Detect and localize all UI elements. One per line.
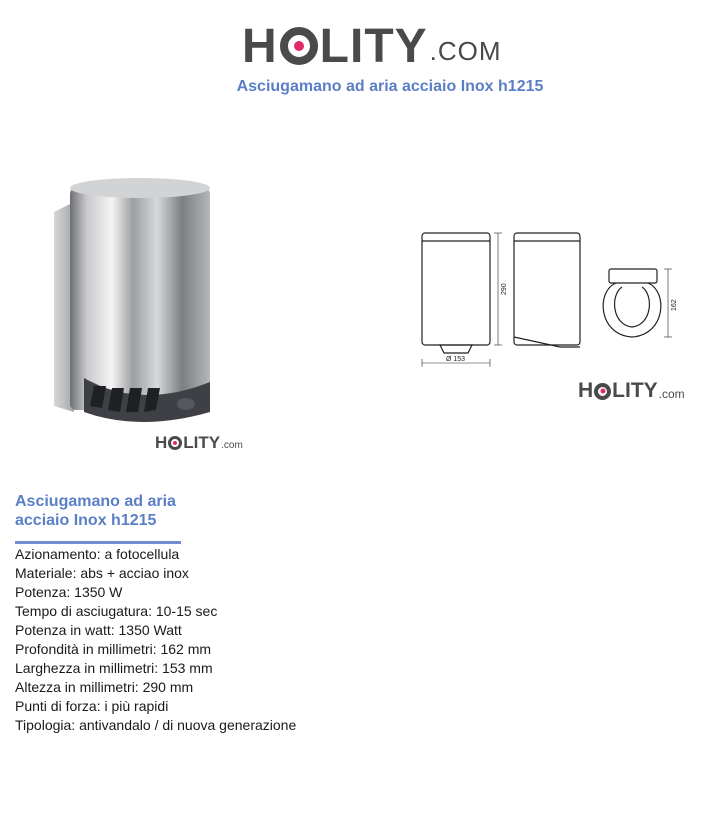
logo-o-ring-icon: [168, 436, 182, 450]
spec-list: [15, 545, 296, 735]
spec-item: Larghezza in millimetri: 153 mm: [15, 660, 213, 676]
logo-domain: .com: [221, 439, 243, 451]
spec-item: Punti di forza: i più rapidi: [15, 698, 169, 714]
page-title: Asciugamano ad aria acciaio Inox h1215: [236, 78, 544, 95]
technical-drawing: [410, 225, 690, 375]
width-dimension: Ø 153: [446, 356, 466, 363]
logo-o-ring-icon: [594, 383, 611, 400]
logo-letter-h: H: [242, 19, 278, 73]
logo-letters: LITY: [183, 433, 221, 452]
spec-item: Potenza in watt: 1350 Watt: [15, 622, 182, 638]
logo-o-ring-icon: [280, 27, 318, 65]
spec-item: Profondità in millimetri: 162 mm: [15, 641, 212, 657]
logo-domain: .com: [658, 386, 685, 401]
logo-domain: .COM: [429, 35, 502, 66]
photo-watermark-logo: [155, 433, 243, 453]
logo-letter-h: H: [578, 379, 594, 402]
spec-item: Potenza: 1350 W: [15, 584, 123, 600]
logo-letters: LITY: [319, 19, 428, 73]
product-name-line-2: acciaio Inox h1215: [15, 512, 157, 529]
spec-item: Materiale: abs + acciao inox: [15, 565, 189, 581]
logo-letters: LITY: [612, 379, 658, 402]
product-name-line-1: Asciugamano ad aria: [15, 493, 176, 510]
drawing-watermark-logo: [578, 379, 685, 403]
depth-dimension: 162: [671, 299, 678, 311]
logo-letter-h: H: [155, 433, 168, 452]
product-name: [15, 492, 215, 530]
section-divider: [15, 541, 181, 544]
brand-logo: [242, 20, 502, 72]
spec-item: Tempo di asciugatura: 10-15 sec: [15, 603, 218, 619]
spec-item: Altezza in millimetri: 290 mm: [15, 679, 194, 695]
height-dimension: 290: [501, 283, 508, 295]
spec-item: Tipologia: antivandalo / di nuova generazione: [15, 717, 297, 733]
product-photo: [28, 150, 248, 435]
spec-item: Azionamento: a fotocellula: [15, 546, 180, 562]
